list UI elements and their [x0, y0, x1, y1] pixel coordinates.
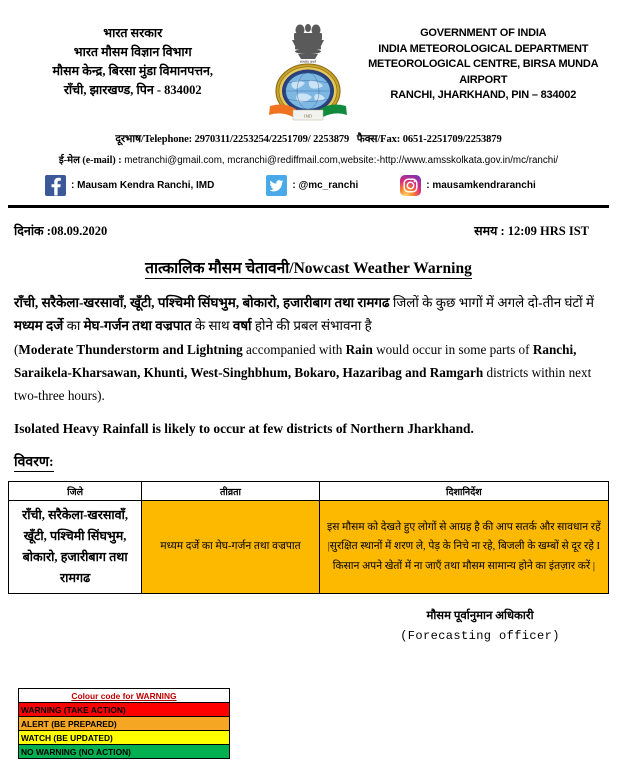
- details-heading: [0, 452, 617, 471]
- header-english-block: [358, 18, 610, 104]
- signature-english: (Forecasting officer): [400, 629, 560, 643]
- telephone-numbers: 2970311/2253254/2251709/ 2253879: [194, 134, 350, 145]
- header-english-line-3: METEOROLOGICAL CENTRE, BIRSA MUNDA AIRPORT: [368, 58, 599, 86]
- warning-table: [8, 481, 609, 594]
- signature-block: [345, 608, 615, 643]
- legend-row-watch: [19, 731, 230, 745]
- warning-paragraph-hindi: [0, 291, 617, 337]
- instagram-entry[interactable]: [400, 175, 536, 196]
- time-label: समय : 12:09 HRS IST: [474, 224, 589, 238]
- svg-text:IMD: IMD: [303, 113, 312, 119]
- legend-label-watch: WATCH (BE UPDATED): [19, 731, 230, 745]
- english-text-1: accompanied with: [242, 342, 346, 357]
- legend-title-row: [19, 689, 230, 703]
- table-header-row: [9, 482, 609, 501]
- page-title-text: तात्कालिक मौसम चेतावनी/Nowcast Weather Warning: [145, 260, 472, 277]
- warning-table-wrapper: [0, 481, 617, 594]
- legend-row-alert: [19, 717, 230, 731]
- fax-label: फैक्स/Fax:: [356, 134, 401, 145]
- table-row: [9, 501, 609, 594]
- colour-code-legend: [18, 688, 230, 759]
- twitter-handle: : @mc_ranchi: [292, 180, 359, 191]
- hindi-districts-bold: राँची, सरैकेला-खरसावाँ, खूँटी, पश्चिमी सिंघभुम, बोकारो, हजारीबाग तथा रामगढ: [14, 295, 390, 310]
- isolated-heavy-rainfall-note: Isolated Heavy Rainfall is likely to occur at few districts of Northern Jharkhand.: [14, 421, 474, 436]
- social-media-row: [0, 175, 617, 196]
- svg-text:सत्यमेव जयते: सत्यमेव जयते: [299, 60, 316, 64]
- facebook-handle: : Mausam Kendra Ranchi, IMD: [71, 180, 215, 191]
- telephone-line: [0, 132, 617, 146]
- cell-districts: राँची, सरैकेला-खरसावाँ, खूँटी, पश्चिमी सिंघभुम, बोकारो, हजारीबाग तथा रामगढ: [9, 501, 142, 594]
- english-open-paren: (: [14, 342, 19, 357]
- english-text-3: districts within next two-three hours).: [14, 365, 592, 403]
- legend-title-text: Colour code for WARNING: [71, 690, 177, 701]
- cell-intensity: मध्यम दर्जे का मेघ-गर्जन तथा वज्रपात: [142, 501, 320, 594]
- table-header-guidelines: दिशानिर्देश: [319, 482, 608, 501]
- facebook-entry[interactable]: [45, 175, 214, 196]
- legend-label-no-warning: NO WARNING (NO ACTION): [19, 745, 230, 759]
- instagram-handle: : mausamkendraranchi: [426, 180, 536, 191]
- email-addresses: metranchi@gmail.com, mcranchi@rediffmail.com,website:-http://www.amsskolkata.gov.in/mc/ranchi/: [124, 155, 559, 166]
- date-label: दिनांक :08.09.2020: [14, 224, 108, 238]
- facebook-icon[interactable]: [45, 175, 66, 196]
- twitter-icon[interactable]: [266, 175, 287, 196]
- header-hindi-line-3: मौसम केन्द्र, बिरसा मुंडा विमानपत्तन,: [52, 64, 214, 78]
- hindi-text-4: होने की प्रबल संभावना है: [251, 318, 372, 333]
- twitter-entry[interactable]: [266, 175, 358, 196]
- telephone-label: दूरभाष/Telephone:: [115, 134, 193, 145]
- header-english-line-1: GOVERNMENT OF INDIA: [420, 27, 547, 39]
- date-time-row: [0, 208, 617, 239]
- legend-row-nowarning: [19, 745, 230, 759]
- hindi-thunder-bold: मेघ-गर्जन तथा वज्रपात: [83, 318, 192, 333]
- legend-label-warning: WARNING (TAKE ACTION): [19, 703, 230, 717]
- legend-label-alert: ALERT (BE PREPARED): [19, 717, 230, 731]
- table-header-intensity: तीव्रता: [142, 482, 320, 501]
- legend-row-warning: [19, 703, 230, 717]
- hindi-intensity-bold: मध्यम दर्जे: [14, 318, 64, 333]
- hindi-text-2: का: [63, 318, 84, 333]
- header-english-line-4: RANCHI, JHARKHAND, PIN – 834002: [390, 89, 577, 101]
- header-english-line-2: INDIA METEOROLOGICAL DEPARTMENT: [378, 42, 589, 55]
- document-header: [0, 0, 617, 126]
- email-label: ई-मेल (e-mail) :: [58, 155, 122, 166]
- hindi-text-1: जिलों के कुछ भागों में अगले दो-तीन घंटों में: [389, 295, 594, 310]
- hindi-text-3: के साथ: [191, 318, 233, 333]
- english-districts-bold: Ranchi, Saraikela-Kharsawan, Khunti, West-Singhbhum, Bokaro, Hazaribag and Ramgarh: [14, 342, 577, 380]
- hindi-rain-bold: वर्षा: [232, 318, 252, 333]
- header-hindi-line-2: भारत मौसम विज्ञान विभाग: [73, 45, 192, 59]
- header-hindi-line-4: राँची, झारखण्ड, पिन - 834002: [63, 83, 202, 97]
- legend-table: [18, 688, 230, 759]
- english-rain-bold: Rain: [345, 342, 373, 357]
- instagram-icon[interactable]: [400, 175, 421, 196]
- header-hindi-line-1: भारत सरकार: [103, 26, 163, 40]
- page-title: [0, 256, 617, 278]
- legend-title: [19, 689, 230, 703]
- header-hindi-block: [8, 18, 258, 100]
- email-line: [0, 152, 617, 166]
- signature-hindi: मौसम पूर्वानुमान अधिकारी: [426, 610, 534, 622]
- cell-advisory: इस मौसम को देखते हुए लोगों से आग्रह है की आप सतर्क और सावधान रहें |सुरक्षित स्थानों में शरण ले, पेड़ के निचे ना रहे, बिजली के खम्बों से दूर रहे I किसान अपने खेतों में ना जाएँ तथा मौसम सामान्य होने का इंतज़ार करें |: [319, 501, 608, 594]
- english-phenomenon-bold: Moderate Thunderstorm and Lightning: [18, 342, 243, 357]
- warning-paragraph-english: [0, 338, 617, 407]
- imd-emblem-icon: [258, 18, 358, 126]
- details-heading-text: विवरण:: [14, 455, 54, 470]
- table-header-districts: जिले: [9, 482, 142, 501]
- english-text-2: would occur in some parts of: [372, 342, 533, 357]
- fax-numbers: 0651-2251709/2253879: [402, 134, 502, 145]
- contact-block: [0, 132, 617, 166]
